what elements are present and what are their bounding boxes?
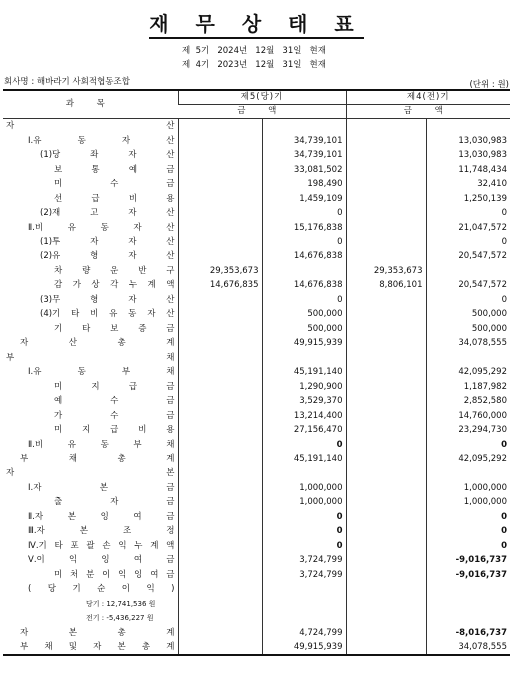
table-row [3,177,510,191]
amount-cell [262,351,346,365]
table-row [3,336,510,350]
amount-cell: 1,000,000 [426,481,510,495]
amount-cell [178,177,262,191]
company-name: 회사명 : 해바라기 사회적협동조합 [4,77,130,87]
period-prior: 제 4기 2023년 12월 31일 현재 [182,60,326,70]
amount-cell [346,437,426,451]
amount-cell: 34,739,101 [262,133,346,147]
row-label-text: 출 자 금 [54,497,175,508]
amount-cell: 13,030,983 [426,148,510,162]
row-label-text: 자 산 [6,121,175,132]
table-row [3,191,510,205]
row-label-text: 부 채 총 계 [20,454,175,465]
table-row [3,307,510,321]
amount-cell [178,379,262,393]
table-row [3,394,510,408]
amount-cell [178,133,262,147]
amount-cell [262,264,346,278]
table-row [3,264,510,278]
amount-cell: 1,187,982 [426,379,510,393]
table-row [3,539,510,553]
table-row [3,553,510,567]
row-label-text: 자 본 [6,468,175,479]
table-row [3,235,510,249]
amount-cell [178,119,262,134]
amount-cell [426,582,510,596]
amount-cell [346,148,426,162]
amount-cell [178,293,262,307]
row-label-text: 미 지 급 금 [54,381,175,392]
table-row [3,408,510,422]
row-label [3,611,178,625]
amount-cell: 29,353,673 [346,264,426,278]
table-row [3,119,510,134]
table-row [3,625,510,639]
row-label [3,625,178,639]
row-label-text: (1)투 자 자 산 [40,236,175,247]
row-label [3,119,178,134]
table-row [3,293,510,307]
amount-cell [426,351,510,365]
row-label [3,293,178,307]
table-row [3,148,510,162]
amount-cell [178,307,262,321]
table-row [3,133,510,147]
row-label [3,278,178,292]
amount-cell [346,553,426,567]
amount-cell [262,466,346,480]
amount-cell: 29,353,673 [178,264,262,278]
table-row [3,495,510,509]
table-row [3,611,510,625]
table-row [3,220,510,234]
row-label-text: 보 통 예 금 [54,164,175,175]
amount-cell: 42,095,292 [426,452,510,466]
row-label [3,365,178,379]
table-row [3,249,510,263]
amount-cell: 34,078,555 [426,640,510,655]
row-label [3,466,178,480]
row-label [3,162,178,176]
row-label-text: 부 채 [6,352,175,363]
unit-label: (단위 : 원) [469,80,509,90]
amount-cell: 45,191,140 [262,365,346,379]
amount-cell: 0 [426,437,510,451]
amount-cell: 1,000,000 [426,495,510,509]
row-label [3,235,178,249]
row-label [3,524,178,538]
amount-cell: 34,739,101 [262,148,346,162]
row-label-text: Ⅳ.기 타 포 괄 손 익 누 계 액 [28,540,175,551]
header-amount-prior: 금 액 [346,105,510,119]
row-label-text: Ⅴ.이 익 잉 여 금 [28,555,175,566]
row-label [3,495,178,509]
amount-cell: 8,806,101 [346,278,426,292]
amount-cell [346,596,426,610]
row-label-text: 예 수 금 [54,396,175,407]
amount-cell [346,495,426,509]
amount-cell [178,582,262,596]
row-label-text: 감 가 상 각 누 계 액 [54,280,175,291]
row-label-text: ( 당 기 순 이 익 ) [28,584,175,595]
amount-cell [178,495,262,509]
amount-cell: 32,410 [426,177,510,191]
amount-cell: 49,915,939 [262,640,346,655]
amount-cell: 14,676,838 [262,278,346,292]
amount-cell [178,408,262,422]
row-label [3,408,178,422]
amount-cell: 45,191,140 [262,452,346,466]
row-label-text: 부 채 및 자 본 총 계 [20,642,175,653]
amount-cell: 0 [262,206,346,220]
amount-cell [178,249,262,263]
amount-cell: 1,000,000 [262,495,346,509]
amount-cell: 14,676,835 [178,278,262,292]
amount-cell [178,640,262,655]
table-row [3,351,510,365]
amount-cell [178,322,262,336]
amount-cell [426,596,510,610]
amount-cell [178,148,262,162]
header-current-period: 제5(당)기 [178,90,346,105]
amount-cell: 27,156,470 [262,423,346,437]
amount-cell [346,481,426,495]
row-label-text: 선 급 비 용 [54,193,175,204]
amount-cell: 20,547,572 [426,249,510,263]
row-label [3,307,178,321]
amount-cell [426,119,510,134]
amount-cell [178,437,262,451]
row-label-text: 미 지 급 비 용 [54,425,175,436]
row-label [3,191,178,205]
table-row [3,278,510,292]
amount-cell [346,249,426,263]
amount-cell: 0 [262,539,346,553]
amount-cell [346,162,426,176]
amount-cell [178,162,262,176]
amount-cell: 2,852,580 [426,394,510,408]
amount-cell [178,553,262,567]
header-prior-period: 제4(전)기 [346,90,510,105]
row-label-text: 미 수 금 [54,179,175,190]
amount-cell [346,133,426,147]
row-label-text: Ⅰ.유 동 자 산 [28,135,175,146]
table-row [3,437,510,451]
amount-cell [346,582,426,596]
amount-cell [178,466,262,480]
table-row [3,481,510,495]
amount-cell [346,539,426,553]
row-label [3,452,178,466]
amount-cell [178,611,262,625]
amount-cell [346,293,426,307]
amount-cell [178,191,262,205]
amount-cell [346,235,426,249]
row-label [3,423,178,437]
amount-cell: 21,047,572 [426,220,510,234]
table-row [3,452,510,466]
row-label [3,177,178,191]
row-label-text: (4)기 타 비 유 동 자 산 [40,309,175,320]
amount-cell [178,539,262,553]
amount-cell: 14,760,000 [426,408,510,422]
amount-cell: -9,016,737 [426,553,510,567]
row-label [3,568,178,582]
table-row [3,206,510,220]
row-label [3,640,178,655]
amount-cell [178,336,262,350]
row-label-text: 전기 : -5,436,227 원 [86,614,154,623]
amount-cell [426,264,510,278]
amount-cell: 0 [426,235,510,249]
amount-cell: 34,078,555 [426,336,510,350]
row-label-text: Ⅰ.자 본 금 [28,482,175,493]
amount-cell: 0 [426,539,510,553]
amount-cell [178,596,262,610]
header-amount-current: 금 액 [178,105,346,119]
table-row [3,322,510,336]
amount-cell: 0 [262,293,346,307]
amount-cell: 500,000 [426,322,510,336]
amount-cell [346,524,426,538]
amount-cell [178,510,262,524]
amount-cell: 20,547,572 [426,278,510,292]
row-label [3,437,178,451]
amount-cell [346,191,426,205]
table-row [3,162,510,176]
table-body [3,119,510,656]
row-label [3,322,178,336]
row-label [3,264,178,278]
balance-sheet-table [3,89,510,656]
amount-cell [178,365,262,379]
table-row [3,510,510,524]
amount-cell: -8,016,737 [426,625,510,639]
period-current: 제 5기 2024년 12월 31일 현재 [182,46,326,56]
table-row [3,379,510,393]
amount-cell [346,510,426,524]
amount-cell [178,220,262,234]
row-label-text: 미 처 분 이 익 잉 여 금 [54,569,175,580]
row-label [3,249,178,263]
amount-cell: 1,290,900 [262,379,346,393]
amount-cell: 13,214,400 [262,408,346,422]
table-row [3,365,510,379]
amount-cell [178,394,262,408]
row-label [3,481,178,495]
amount-cell [346,394,426,408]
amount-cell: 3,724,799 [262,568,346,582]
amount-cell: 0 [262,437,346,451]
row-label-text: 자 산 총 계 [20,338,175,349]
amount-cell: 49,915,939 [262,336,346,350]
amount-cell: 13,030,983 [426,133,510,147]
row-label-text: 가 수 금 [54,410,175,421]
row-label-text: Ⅱ.비 유 동 자 산 [28,222,175,233]
amount-cell: 0 [426,524,510,538]
amount-cell: 500,000 [262,307,346,321]
header-subject: 과 목 [3,90,178,119]
amount-cell [346,640,426,655]
table-row [3,582,510,596]
amount-cell [346,336,426,350]
amount-cell [346,452,426,466]
amount-cell: 3,724,799 [262,553,346,567]
row-label [3,133,178,147]
amount-cell [346,408,426,422]
amount-cell [178,625,262,639]
row-label [3,394,178,408]
amount-cell: 0 [426,206,510,220]
amount-cell [178,568,262,582]
amount-cell: 1,459,109 [262,191,346,205]
amount-cell [346,423,426,437]
amount-cell: 0 [262,510,346,524]
row-label-text: 기 타 보 증 금 [54,323,175,334]
table-row [3,640,510,655]
amount-cell [178,235,262,249]
row-label [3,379,178,393]
amount-cell: 42,095,292 [426,365,510,379]
row-label [3,351,178,365]
amount-cell [346,379,426,393]
amount-cell [426,466,510,480]
amount-cell [346,568,426,582]
amount-cell [346,365,426,379]
row-label-text: 자 본 총 계 [20,627,175,638]
amount-cell [178,524,262,538]
amount-cell: 1,250,139 [426,191,510,205]
amount-cell: 15,176,838 [262,220,346,234]
document-title: 재 무 상 태 표 [0,8,513,37]
amount-cell: 4,724,799 [262,625,346,639]
amount-cell [178,206,262,220]
table-row [3,596,510,610]
amount-cell [178,351,262,365]
amount-cell [178,423,262,437]
amount-cell [262,582,346,596]
amount-cell: 0 [426,293,510,307]
row-label-text: 차 량 운 반 구 [54,265,175,276]
amount-cell [346,466,426,480]
row-label-text: Ⅱ.자 본 잉 여 금 [28,511,175,522]
row-label-text: (3)무 형 자 산 [40,294,175,305]
amount-cell: 500,000 [426,307,510,321]
amount-cell [346,351,426,365]
row-label-text: Ⅱ.비 유 동 부 채 [28,439,175,450]
row-label-text: Ⅰ.유 동 부 채 [28,367,175,378]
row-label [3,220,178,234]
table-row [3,423,510,437]
amount-cell: 0 [426,510,510,524]
amount-cell [178,452,262,466]
amount-cell: 33,081,502 [262,162,346,176]
amount-cell [346,177,426,191]
row-label [3,336,178,350]
amount-cell: 14,676,838 [262,249,346,263]
row-label [3,510,178,524]
row-label-text: (2)유 형 자 산 [40,251,175,262]
amount-cell [346,206,426,220]
amount-cell: -9,016,737 [426,568,510,582]
amount-cell [346,625,426,639]
amount-cell [346,611,426,625]
amount-cell: 3,529,370 [262,394,346,408]
amount-cell: 0 [262,524,346,538]
row-label-text: (1)당 좌 자 산 [40,150,175,161]
row-label [3,206,178,220]
amount-cell [178,481,262,495]
amount-cell [346,119,426,134]
amount-cell [262,611,346,625]
amount-cell [426,611,510,625]
amount-cell: 23,294,730 [426,423,510,437]
row-label [3,582,178,596]
amount-cell [346,307,426,321]
row-label-text: 당기 : 12,741,536 원 [86,599,156,608]
table-row [3,568,510,582]
row-label-text: (2)재 고 자 산 [40,208,175,219]
row-label [3,596,178,610]
amount-cell: 198,490 [262,177,346,191]
table-row [3,524,510,538]
table-row [3,466,510,480]
row-label [3,539,178,553]
amount-cell [346,322,426,336]
amount-cell [262,119,346,134]
amount-cell [346,220,426,234]
row-label-text: Ⅲ.자 본 조 정 [28,526,175,537]
amount-cell [262,596,346,610]
amount-cell: 11,748,434 [426,162,510,176]
amount-cell: 1,000,000 [262,481,346,495]
row-label [3,553,178,567]
amount-cell: 0 [262,235,346,249]
amount-cell: 500,000 [262,322,346,336]
row-label [3,148,178,162]
